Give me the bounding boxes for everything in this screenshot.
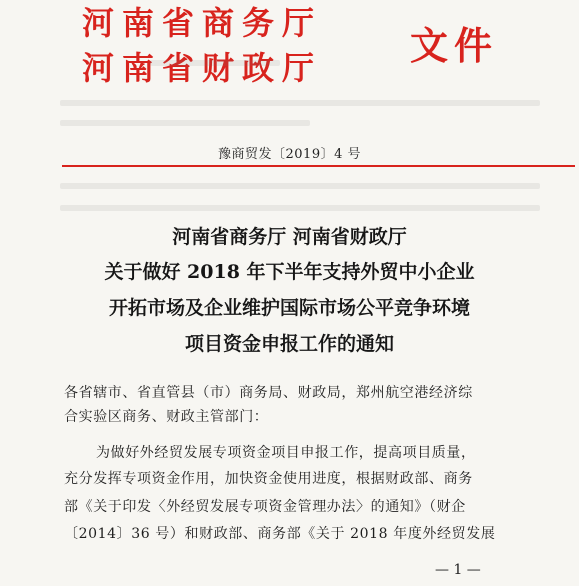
document-number: 豫商贸发〔2019〕4 号	[218, 147, 361, 162]
title-line-3: 开拓市场及企业维护国际市场公平竞争环境	[108, 297, 470, 319]
bleed-through-mark	[60, 120, 310, 126]
body-paragraph-line: 部《关于印发〈外经贸发展专项资金管理办法〉的通知》（财企	[64, 499, 466, 515]
body-paragraph-line: 〔2014〕36 号）和财政部、商务部《关于 2018 年度外经贸发展	[64, 526, 496, 542]
document-type-label: 文件	[410, 23, 499, 68]
bleed-through-mark	[60, 100, 540, 106]
body-paragraph-line: 充分发挥专项资金作用，加快资金使用进度，根据财政部、商务	[64, 471, 473, 487]
addressee-line-2: 合实验区商务、财政主管部门：	[64, 409, 269, 425]
title-line-1: 河南省商务厅 河南省财政厅	[172, 226, 407, 248]
addressee-line-1: 各省辖市、省直管县（市）商务局、财政局，郑州航空港经济综	[64, 385, 473, 401]
page-number: — 1 —	[435, 562, 481, 578]
issuer-commerce-dept: 河南省商务厅	[82, 4, 323, 42]
body-paragraph-line: 为做好外经贸发展专项资金项目申报工作，提高项目质量，	[96, 445, 476, 461]
title-line-2: 关于做好 2018 年下半年支持外贸中小企业	[104, 261, 475, 283]
bleed-through-mark	[60, 183, 540, 189]
red-divider-line	[62, 165, 575, 167]
title-line-4: 项目资金申报工作的通知	[184, 333, 394, 355]
bleed-through-mark	[150, 60, 280, 66]
bleed-through-mark	[60, 205, 540, 211]
issuer-finance-dept: 河南省财政厅	[82, 49, 323, 87]
